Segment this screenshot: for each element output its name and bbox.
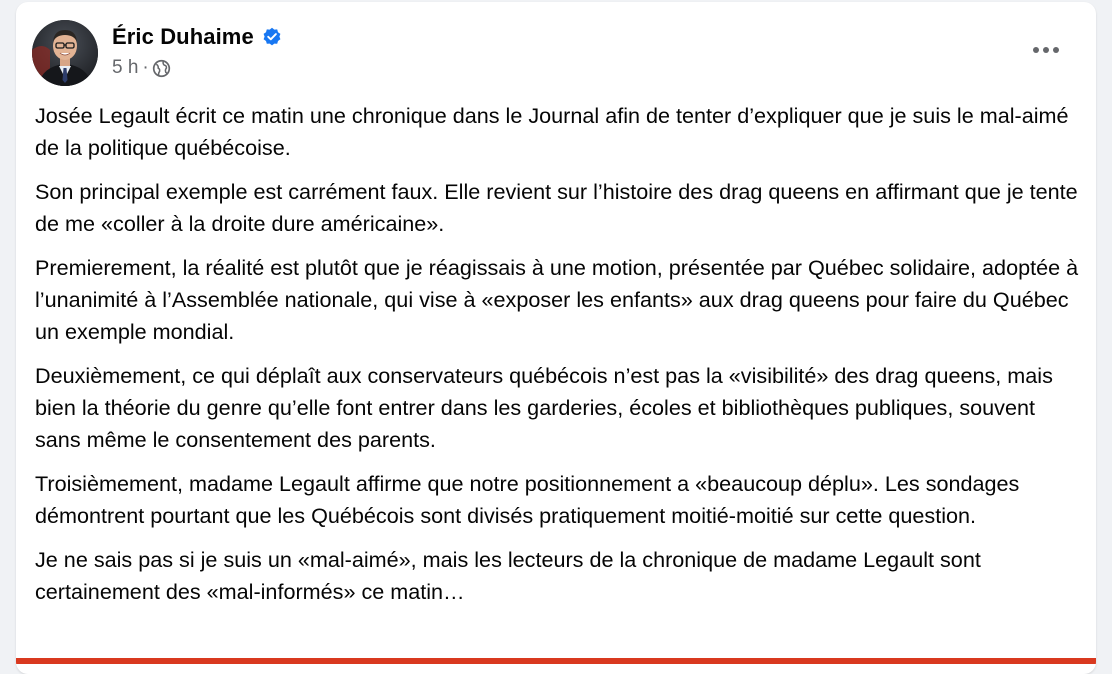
post-text: [35, 100, 1081, 620]
post-card: [16, 2, 1096, 674]
globe-icon[interactable]: [152, 59, 171, 78]
post-paragraph: Je ne sais pas si je suis un «mal-aimé», mais les lecteurs de la chronique de madame Legault sont certainement des «mal-informés» ce matin…: [35, 547, 981, 604]
author-avatar[interactable]: [32, 20, 98, 86]
more-options-button[interactable]: [1024, 32, 1068, 68]
meta-separator: ·: [142, 57, 149, 78]
post-meta: [112, 56, 171, 80]
author-name[interactable]: Éric Duhaime: [112, 24, 254, 49]
author-row: [112, 22, 282, 52]
verified-badge-icon: [262, 27, 282, 47]
post-header: [16, 2, 1096, 92]
post-paragraph: Josée Legault écrit ce matin une chronique dans le Journal afin de tenter d’expliquer que je suis le mal-aimé de la politique québécoise.: [35, 103, 1069, 160]
post-paragraph: Deuxièmement, ce qui déplaît aux conservateurs québécois n’est pas la «visibilité» des drag queens, mais bien la théorie du genre qu’elle font entrer dans les garderies, écoles et bibliothèques publiques, souvent sans même le consentement des parents.: [35, 363, 1053, 452]
post-paragraph: Troisièmement, madame Legault affirme que notre positionnement a «beaucoup déplu». Les sondages démontrent pourtant que les Québécois sont divisés pratiquement moitié-moitié sur cette question.: [35, 471, 1020, 528]
post-paragraph: Son principal exemple est carrément faux. Elle revient sur l’histoire des drag queens en affirmant que je tente de me «coller à la droite dure américaine».: [35, 179, 1078, 236]
link-preview-edge: [16, 658, 1096, 664]
post-paragraph: Premierement, la réalité est plutôt que je réagissais à une motion, présentée par Québec solidaire, adoptée à l’unanimité à l’Assemblée nationale, qui vise à «exposer les enfants» aux drag queens pour faire du Québec un exemple mondial.: [35, 255, 1079, 344]
post-timestamp[interactable]: 5 h: [112, 57, 139, 78]
avatar-image: [32, 20, 98, 86]
more-options-icon: [1032, 46, 1060, 54]
